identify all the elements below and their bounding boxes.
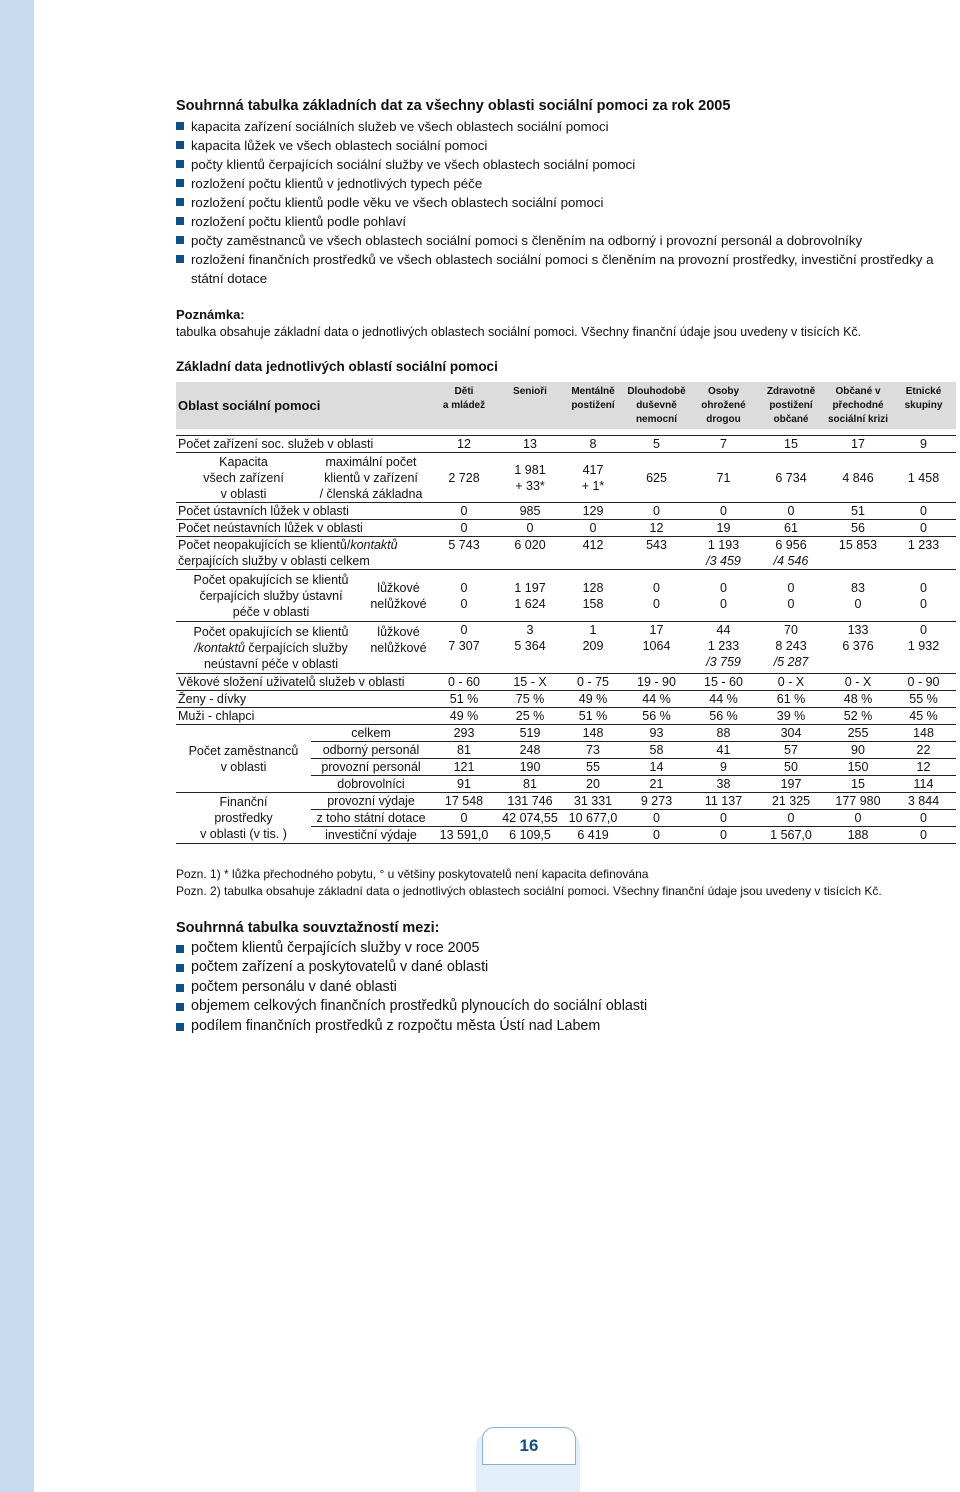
row-label: Počet opakujících se klientů /kontaktů čerpajících služby neústavní péče v oblasti lůžkové nelůžkové — [176, 622, 431, 674]
summary-bullet-list — [176, 117, 956, 288]
section-title: Souhrnná tabulka souvztažností mezi: — [176, 920, 440, 936]
row-sublabel: provozní personál — [311, 759, 431, 776]
bullet-square-icon — [176, 198, 184, 206]
bullet-square-icon — [176, 179, 184, 187]
table-row: Věkové složení uživatelů služeb v oblasti 0 - 60 15 - X 0 - 75 19 - 90 15 - 60 0 - X 0 - X 0 - 90 — [176, 674, 956, 691]
bullet-square-icon — [176, 236, 184, 244]
bullet-square-icon — [176, 964, 184, 972]
row-label: Počet neopakujících se klientů/kontaktů čerpajících služby v oblasti celkem — [176, 537, 431, 570]
bullet-square-icon — [176, 1023, 184, 1031]
bullet-square-icon — [176, 160, 184, 168]
header-drogy: Osoby ohrožené drogou — [690, 382, 757, 429]
table-row: Muži - chlapci 49 % 25 % 51 % 56 % 56 % 39 % 52 % 45 % — [176, 708, 956, 725]
table-row: investiční výdaje 13 591,0 6 109,5 6 419 0 0 1 567,0 188 0 — [176, 827, 956, 844]
bullet-square-icon — [176, 122, 184, 130]
row-label: Počet neústavních lůžek v oblasti — [176, 520, 431, 537]
bullet-item: objemem celkových finančních prostředků plynoucích do sociální oblasti — [176, 997, 956, 1016]
row-label: Počet opakujících se klientů čerpajících služby ústavní péče v oblasti lůžkové nelůžkové — [176, 570, 431, 622]
row-label: Muži - chlapci — [176, 708, 431, 725]
row-sublabel: investiční výdaje — [311, 827, 431, 844]
row-sublabel: dobrovolníci — [311, 776, 431, 793]
page-number: 16 — [482, 1427, 576, 1465]
header-zdravotne: Zdravotně postižení občané — [757, 382, 825, 429]
table-row: provozní personál 121 190 55 14 9 50 150 12 — [176, 759, 956, 776]
footnotes — [176, 866, 956, 900]
table-row: Počet zařízení soc. služeb v oblasti 12 13 8 5 7 15 17 9 — [176, 436, 956, 453]
note-heading: Poznámka: — [176, 307, 245, 322]
row-label: Počet zaměstnanců v oblasti — [176, 725, 311, 793]
header-oblast: Oblast sociální pomoci — [176, 382, 431, 429]
table-header-row — [176, 382, 956, 429]
correlation-bullet-list — [176, 939, 956, 1036]
row-sublabel: odborný personál — [311, 742, 431, 759]
table-row: dobrovolníci 91 81 20 21 38 197 15 114 — [176, 776, 956, 793]
header-mentalne: Mentálně postižení — [563, 382, 623, 429]
bullet-square-icon — [176, 141, 184, 149]
bullet-item: rozložení počtu klientů podle věku ve všech oblastech sociální pomoci — [176, 193, 956, 212]
table-row: Počet opakujících se klientů čerpajících služby ústavní péče v oblasti lůžkové nelůžkové 0 0 1 197 1 624 128 158 0 0 0 0 0 0 83 0 0 0 — [176, 570, 956, 622]
table-row: Finanční prostředky v oblasti (v tis. ) provozní výdaje 17 548 131 746 31 331 9 273 11 137 21 325 177 980 3 844 — [176, 793, 956, 810]
row-label: Počet zařízení soc. služeb v oblasti — [176, 436, 431, 453]
data-table — [176, 382, 956, 844]
bullet-item: počty zaměstnanců ve všech oblastech sociální pomoci s členěním na odborný i provozní personál a dobrovolníky — [176, 231, 956, 250]
row-label: Počet ústavních lůžek v oblasti — [176, 503, 431, 520]
footnote-2: Pozn. 2) tabulka obsahuje základní data o jednotlivých oblastech sociální pomoci. Všechny finanční údaje jsou uvedeny v tisících Kč. — [176, 884, 882, 898]
table-row: Počet neústavních lůžek v oblasti 0 0 0 12 19 61 56 0 — [176, 520, 956, 537]
header-krize: Občané v přechodné sociální krizi — [825, 382, 891, 429]
bullet-item: kapacita zařízení sociálních služeb ve všech oblastech sociální pomoci — [176, 117, 956, 136]
header-etnicke: Etnické skupiny — [891, 382, 956, 429]
row-label: Finanční prostředky v oblasti (v tis. ) — [176, 793, 311, 844]
row-sublabel: provozní výdaje — [311, 793, 431, 810]
bullet-square-icon — [176, 1003, 184, 1011]
table-title: Základní data jednotlivých oblastí sociální pomoci — [176, 359, 498, 374]
table-row: z toho státní dotace 0 42 074,55 10 677,0 0 0 0 0 0 — [176, 810, 956, 827]
row-sublabel: maximální počet klientů v zařízení / členská základna — [311, 453, 431, 503]
table-row: Počet neopakujících se klientů/kontaktů čerpajících služby v oblasti celkem 5 743 6 020 412 543 1 193 /3 459 6 956 /4 546 15 853 1 233 — [176, 537, 956, 570]
bullet-item: rozložení počtu klientů v jednotlivých typech péče — [176, 174, 956, 193]
bullet-item: počtem klientů čerpajících služby v roce 2005 — [176, 939, 956, 958]
bullet-square-icon — [176, 984, 184, 992]
bullet-item: kapacita lůžek ve všech oblastech sociální pomoci — [176, 136, 956, 155]
bullet-item: rozložení počtu klientů podle pohlaví — [176, 212, 956, 231]
note-text: tabulka obsahuje základní data o jednotlivých oblastech sociální pomoci. Všechny finanční údaje jsou uvedeny v tisících Kč. — [176, 325, 862, 339]
bullet-square-icon — [176, 945, 184, 953]
row-sublabel: celkem — [311, 725, 431, 742]
row-sublabel: z toho státní dotace — [311, 810, 431, 827]
page-title: Souhrnná tabulka základních dat za všechny oblasti sociální pomoci za rok 2005 — [176, 98, 731, 114]
footnote-1: Pozn. 1) * lůžka přechodného pobytu, ° u většiny poskytovatelů není kapacita definována — [176, 867, 649, 881]
bullet-square-icon — [176, 255, 184, 263]
bullet-item: počtem zařízení a poskytovatelů v dané oblasti — [176, 958, 956, 977]
row-label: Věkové složení uživatelů služeb v oblasti — [176, 674, 431, 691]
page-content — [176, 98, 956, 1036]
table-row: Počet opakujících se klientů /kontaktů čerpajících služby neústavní péče v oblasti lůžkové nelůžkové 0 7 307 3 5 364 1 209 17 1064 44 1 233 /3 759 70 8 243 /5 287 133 6 376 0 1 932 — [176, 622, 956, 674]
row-label: Kapacita všech zařízení v oblasti — [176, 453, 311, 503]
table-row: Počet zaměstnanců v oblasti celkem 293 519 148 93 88 304 255 148 — [176, 725, 956, 742]
bullet-item: rozložení finančních prostředků ve všech oblastech sociální pomoci s členěním na provozní prostředky, investiční prostředky a státní dotace — [176, 250, 956, 288]
bullet-item: počtem personálu v dané oblasti — [176, 978, 956, 997]
bullet-square-icon — [176, 217, 184, 225]
table-row: Počet ústavních lůžek v oblasti 0 985 129 0 0 0 51 0 — [176, 503, 956, 520]
header-dusevne: Dlouhodobě duševně nemocní — [623, 382, 690, 429]
header-seniori: Senioři — [497, 382, 563, 429]
header-deti: Děti a mládež — [431, 382, 497, 429]
bullet-item: podílem finančních prostředků z rozpočtu města Ústí nad Labem — [176, 1017, 956, 1036]
table-row: Kapacita všech zařízení v oblasti maximální počet klientů v zařízení / členská základna 2 728 1 981 + 33* 417 + 1* 625 71 6 734 4 846 1 458 — [176, 453, 956, 503]
table-row: odborný personál 81 248 73 58 41 57 90 22 — [176, 742, 956, 759]
bullet-item: počty klientů čerpajících sociální služby ve všech oblastech sociální pomoci — [176, 155, 956, 174]
left-color-strip — [0, 0, 34, 1492]
table-row: Ženy - dívky 51 % 75 % 49 % 44 % 44 % 61 % 48 % 55 % — [176, 691, 956, 708]
row-label: Ženy - dívky — [176, 691, 431, 708]
